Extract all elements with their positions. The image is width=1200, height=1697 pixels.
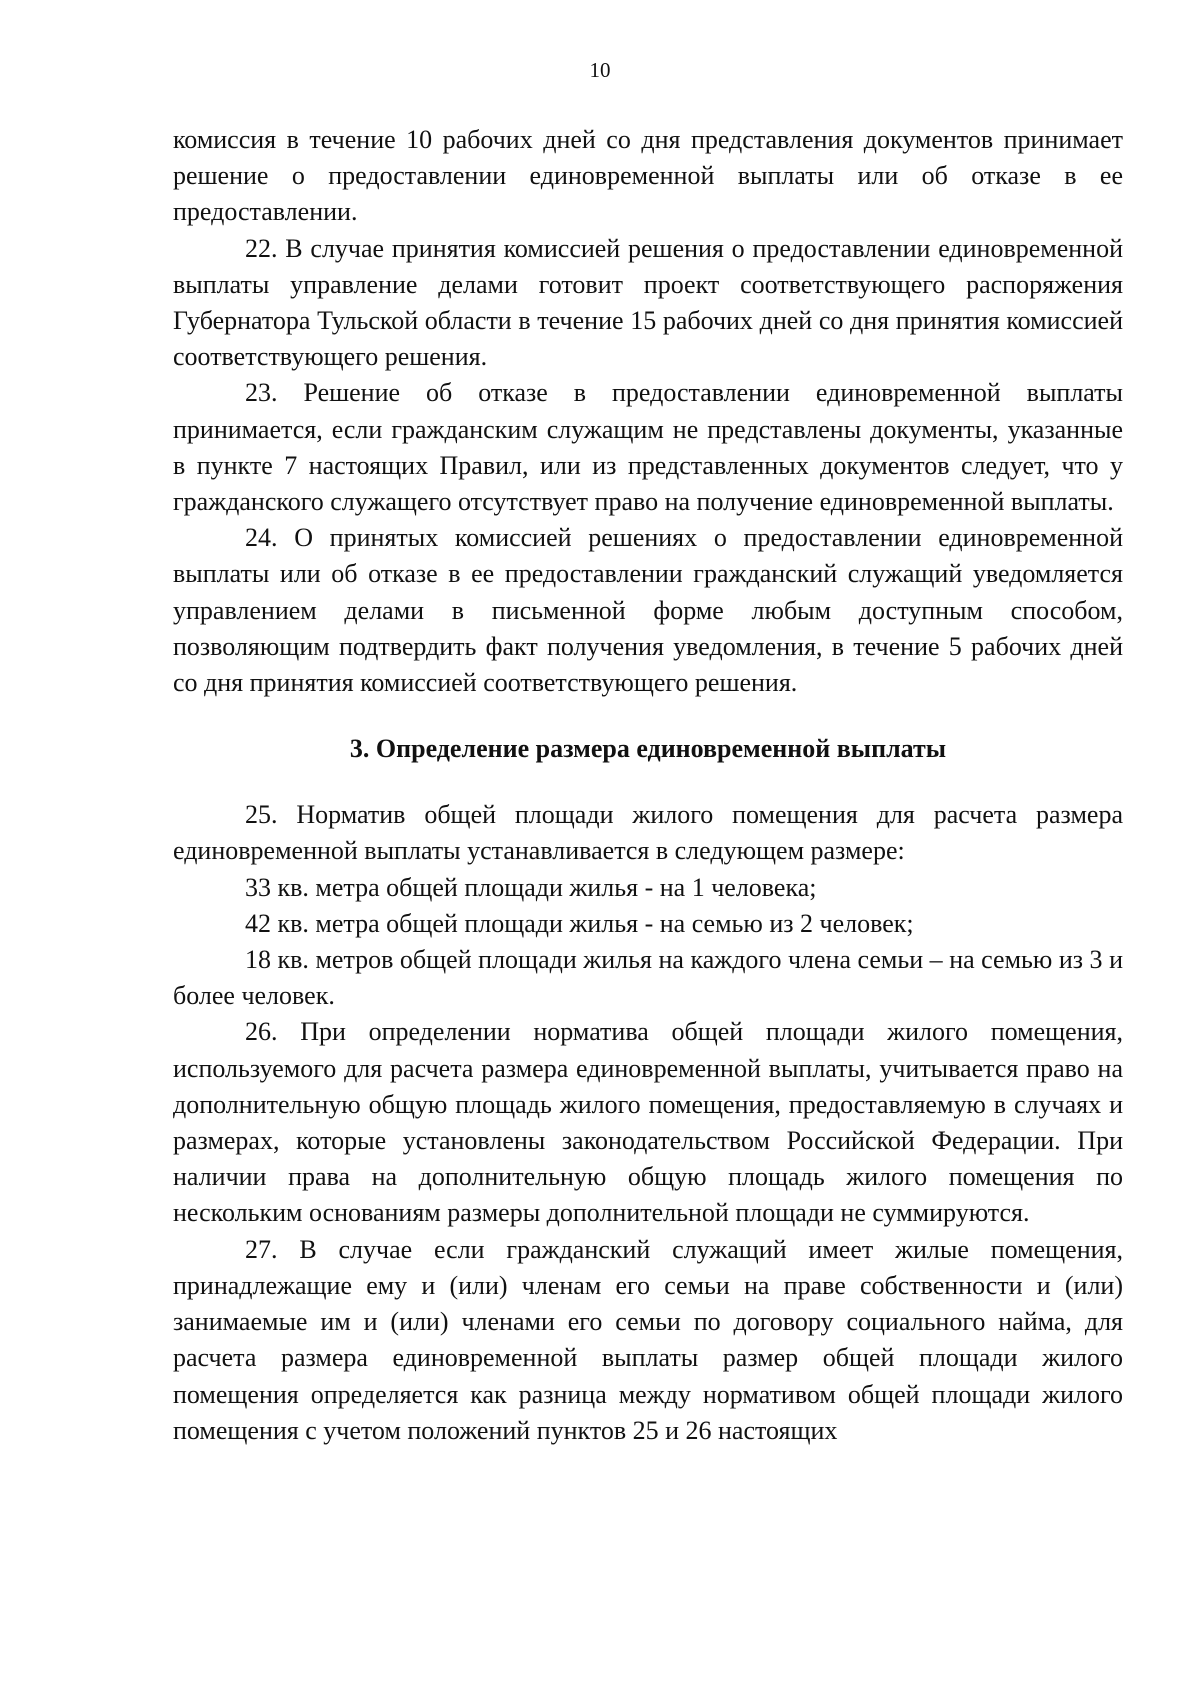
paragraph-27: 27. В случае если гражданский служащий имеет жилые помещения, принадлежащие ему и (или) членам его семьи на праве собственности и (или) занимаемые им и (или) членами его семьи по договору социального найма, для расчета размера единовременной выплаты размер общей площади жилого помещения определяется как разница между нормативом общей площади жилого помещения с учетом положений пунктов 25 и 26 настоящих [173, 1234, 1123, 1445]
paragraph-23: 23. Решение об отказе в предоставлении единовременной выплаты принимается, если гражданским служащим не представлены документы, указанные в пункте 7 настоящих Правил, или из представленных документов следует, что у гражданского служащего отсутствует право на получение единовременной выплаты. [173, 378, 1123, 517]
norm-item-single: 33 кв. метра общей площади жилья - на 1 человека; [245, 872, 817, 902]
document-body [173, 122, 1123, 1449]
paragraph-22: 22. В случае принятия комиссией решения о предоставлении единовременной выплаты управление делами готовит проект соответствующего распоряжения Губернатора Тульской области в течение 15 рабочих дней со дня принятия комиссией соответствующего решения. [173, 233, 1123, 372]
paragraph-26: 26. При определении норматива общей площади жилого помещения, используемого для расчета размера единовременной выплаты, учитывается право на дополнительную общую площадь жилого помещения, предоставляемую в случаях и размерах, которые установлены законодательством Российской Федерации. При наличии права на дополнительную общую площадь жилого помещения по нескольким основаниям размеры дополнительной площади не суммируются. [173, 1017, 1123, 1228]
norm-item-three-plus: 18 кв. метров общей площади жилья на каждого члена семьи – на семью из 3 и более человек. [173, 945, 1123, 1011]
page-number: 10 [589, 58, 611, 82]
paragraph-21-continuation: комиссия в течение 10 рабочих дней со дня представления документов принимает решение о предоставлении единовременной выплаты или об отказе в ее предоставлении. [173, 125, 1123, 227]
paragraph-25: 25. Норматив общей площади жилого помещения для расчета размера единовременной выплаты устанавливается в следующем размере: [173, 800, 1123, 866]
paragraph-24: 24. О принятых комиссией решениях о предоставлении единовременной выплаты или об отказе в ее предоставлении гражданский служащий уведомляется управлением делами в письменной форме любым доступным способом, позволяющим подтвердить факт получения уведомления, в течение 5 рабочих дней со дня принятия комиссией соответствующего решения. [173, 523, 1123, 698]
norm-item-two-persons: 42 кв. метра общей площади жилья - на семью из 2 человек; [245, 908, 914, 938]
section-heading: 3. Определение размера единовременной выплаты [349, 734, 947, 764]
